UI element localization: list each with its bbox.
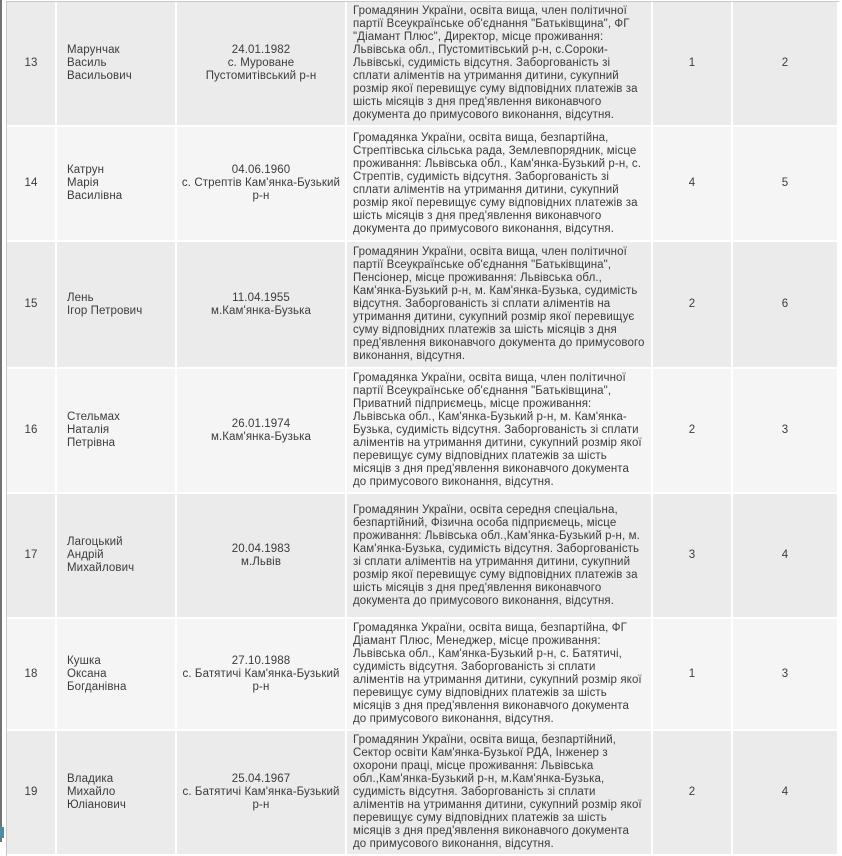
name-line: Андрій: [67, 549, 104, 561]
birth-cell: [177, 619, 347, 731]
name-line: Ігор Петрович: [67, 304, 143, 317]
name-line: Петрівна: [67, 437, 116, 449]
name-line: Васильович: [67, 70, 132, 82]
birth-cell: [177, 369, 347, 494]
name-line: Богданівна: [67, 680, 127, 693]
name-line: Кушка: [67, 654, 101, 667]
name-line: Василь: [67, 57, 107, 69]
description-cell: Громадянка України, освіта вища, член політичної партії Всеукраїнське об'єднання "Батьківщина", Приватний підприємець, місце проживання: Львівська обл., Кам'янка-Бузький р-н, м. Кам'янка-Бузька, судимість відсутня. Заборгованість зі сплати аліментів на утримання дитини, сукупний розмір якої перевищує суму відповідних платежів за шість місяців з дня пред'явлення виконавчого документа до примусового виконання, відсутня.: [347, 369, 653, 494]
birth-place: м.Львів: [240, 555, 282, 568]
table-row: [7, 2, 839, 127]
birth-date: 24.01.1982: [231, 44, 291, 56]
candidate-name-cell: [57, 127, 177, 242]
birth-cell: [177, 494, 347, 619]
candidate-name-cell: [57, 369, 177, 494]
candidate-name-cell: [57, 731, 177, 856]
row-number-cell: 14: [7, 127, 57, 242]
birth-date: 26.01.1974: [231, 417, 291, 430]
name-line: Лень: [67, 291, 94, 304]
number-a-cell: 2: [653, 369, 733, 494]
name-line: Лагоцький: [67, 536, 123, 548]
birth-date: 27.10.1988: [231, 654, 291, 667]
birth-place: с. Стрептів Кам'янка-Бузький р-н: [181, 177, 341, 202]
name-line: Катрун: [67, 164, 105, 176]
row-number-cell: 17: [7, 494, 57, 619]
birth-date: 11.04.1955: [232, 291, 290, 304]
table-row: [7, 619, 839, 731]
description-cell: Громадянин України, освіта середня спеціальна, безпартійний, Фізична особа підприємець, місце проживання: Львівська обл.,Кам'янка-Бузький р-н, м. Кам'янка-Бузька, судимість відсутня. Заборгованість зі сплати аліментів на утримання дитини, сукупний розмір якої перевищує суму відповідних платежів за шість місяців з дня пред'явлення виконавчого документа до примусового виконання, відсутня.: [347, 494, 653, 619]
name-line: Владика: [67, 773, 114, 785]
birth-date: 20.04.1983: [231, 542, 291, 555]
name-line: Стельмах: [67, 411, 121, 423]
number-a-cell: 1: [653, 619, 733, 731]
birth-place: м.Кам'янка-Бузька: [210, 304, 312, 317]
table-row: [7, 242, 839, 369]
description-cell: Громадянин України, освіта вища, член політичної партії Всеукраїнське об'єднання "Батьківщина", ФГ "Діамант Плюс", Директор, місце проживання: Львівська обл., Пустомитівський р-н, с.Сороки-Львівські, судимість відсутня. Заборгованість зі сплати аліментів на утримання дитини, сукупний розмір якої перевищує суму відповідних платежів за шість місяців з дня пред'явлення виконавчого документа до примусового виконання, відсутня.: [347, 2, 653, 127]
candidates-table: [6, 1, 839, 856]
row-number-cell: 16: [7, 369, 57, 494]
number-b-cell: 2: [733, 2, 839, 127]
table-row: [7, 731, 839, 856]
birth-place: м.Кам'янка-Бузька: [210, 430, 312, 443]
table-row: [7, 127, 839, 242]
candidate-name-cell: [57, 2, 177, 127]
number-a-cell: 3: [653, 494, 733, 619]
row-number-cell: 15: [7, 242, 57, 369]
row-number-cell: 18: [7, 619, 57, 731]
number-b-cell: 4: [733, 731, 839, 856]
name-line: Наталія: [67, 424, 110, 436]
birth-place: с. Батятичі Кам'янка-Бузький р-н: [182, 786, 340, 811]
description-cell: Громадянин України, освіта вища, член політичної партії Всеукраїнське об'єднання "Батьківщина", Пенсіонер, місце проживання: Львівська обл., Кам'янка-Бузький р-н, м. Кам'янка-Бузька, судимість відсутня. Заборгованість зі сплати аліментів на утримання дитини, сукупний розмір якої перевищує суму відповідних платежів за шість місяців з дня пред'явлення виконавчого документа до примусового виконання, відсутня.: [347, 242, 653, 369]
description-cell: Громадянка України, освіта вища, безпартійна, Стрептівська сільська рада, Землевпорядник, місце проживання: Львівська обл., Кам'янка-Бузький р-н, с. Стрептів, судимість відсутня. Заборгованість зі сплати аліментів на утримання дитини, сукупний розмір якої перевищує суму відповідних платежів за шість місяців з дня пред'явлення виконавчого документа до примусового виконання, відсутня.: [347, 127, 653, 242]
birth-place: с. Муроване Пустомитівський р-н: [205, 57, 317, 82]
row-number-cell: 19: [7, 731, 57, 856]
name-line: Василівна: [67, 190, 123, 202]
description-cell: Громадянка України, освіта вища, безпартійна, ФГ Діамант Плюс, Менеджер, місце проживання: Львівська обл., Кам'янка-Бузький р-н, с. Батятичі, судимість відсутня. Заборгованість зі сплати аліментів на утримання дитини, сукупний розмір якої перевищує суму відповідних платежів за шість місяців з дня пред'явлення виконавчого документа до примусового виконання, відсутня.: [347, 619, 653, 731]
table-body: [7, 2, 839, 856]
birth-cell: [177, 731, 347, 856]
birth-cell: [177, 2, 347, 127]
number-a-cell: 4: [653, 127, 733, 242]
name-line: Марунчак: [67, 44, 120, 56]
number-a-cell: 2: [653, 242, 733, 369]
number-a-cell: 2: [653, 731, 733, 856]
name-line: Оксана: [67, 667, 107, 680]
birth-cell: [177, 242, 347, 369]
birth-date: 25.04.1967: [231, 773, 291, 785]
number-a-cell: 1: [653, 2, 733, 127]
name-line: Михайло: [67, 786, 116, 798]
candidate-name-cell: [57, 619, 177, 731]
scrollbar-fragment: [0, 827, 4, 838]
birth-place: с. Батятичі Кам'янка-Бузький р-н: [182, 667, 340, 693]
name-line: Марія: [67, 177, 99, 189]
birth-date: 04.06.1960: [231, 164, 291, 176]
name-line: Юліанович: [67, 799, 126, 811]
description-cell: Громадянин України, освіта вища, безпартійний, Сектор освіти Кам'янка-Бузької РДА, Інженер з охорони праці, місце проживання: Львівська обл.,Кам'янка-Бузький р-н, м.Кам'янка-Бузька, судимість відсутня. Заборгованість зі сплати аліментів на утримання дитини, сукупний розмір якої перевищує суму відповідних платежів за шість місяців з дня пред'явлення виконавчого документа до примусового виконання, відсутня.: [347, 731, 653, 856]
name-line: Михайлович: [67, 562, 135, 574]
page-left-edge: [0, 0, 2, 842]
number-b-cell: 3: [733, 369, 839, 494]
table-row: [7, 494, 839, 619]
number-b-cell: 3: [733, 619, 839, 731]
number-b-cell: 4: [733, 494, 839, 619]
candidate-name-cell: [57, 242, 177, 369]
number-b-cell: 5: [733, 127, 839, 242]
candidate-name-cell: [57, 494, 177, 619]
row-number-cell: 13: [7, 2, 57, 127]
birth-cell: [177, 127, 347, 242]
number-b-cell: 6: [733, 242, 839, 369]
table-row: [7, 369, 839, 494]
